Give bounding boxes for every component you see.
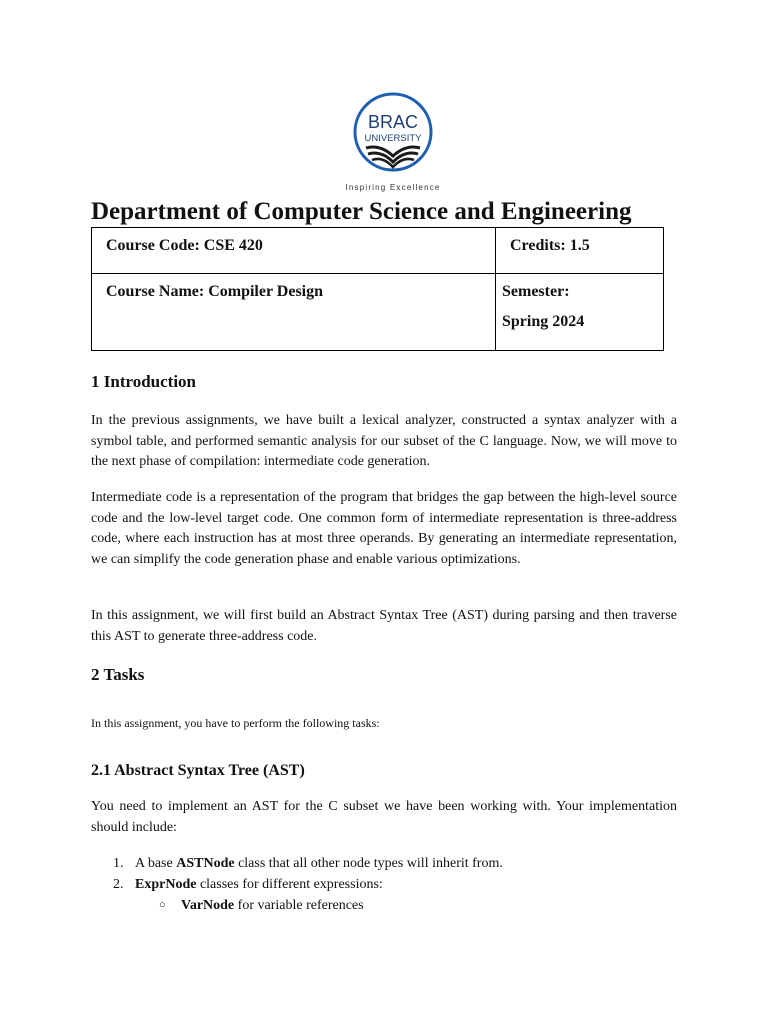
list-item-number: 1. (113, 856, 124, 871)
table-row (92, 228, 664, 274)
class-name-exprnode: ExprNode (135, 877, 197, 892)
circle-bullet-icon: ○ (159, 899, 166, 911)
section-heading-introduction: 1 Introduction (91, 372, 197, 391)
intro-paragraph-2: Intermediate code is a representation of the program that bridges the gap between the high-level source code and the low-level target code. One common form of intermediate representation is three-address code, where each instruction has at most three operands. By generating an intermediate representation, we can simplify the code generation phase and enable various optimizations. (91, 490, 677, 567)
course-name-cell (92, 274, 496, 351)
course-name: Course Name: Compiler Design (106, 283, 324, 300)
class-name-varnode: VarNode (181, 898, 235, 913)
department-title: Department of Computer Science and Engineering (91, 198, 632, 225)
logo-ring (355, 94, 431, 170)
list-subitem-text: VarNode for variable references (181, 898, 364, 913)
table-row (92, 274, 664, 351)
semester-value: Spring 2024 (502, 313, 585, 330)
class-name-astnode: ASTNode (176, 856, 235, 871)
semester-label: Semester: (502, 283, 570, 300)
course-code: Course Code: CSE 420 (106, 237, 263, 254)
brac-university-logo (334, 90, 452, 194)
course-code-cell (92, 228, 496, 274)
credits: Credits: 1.5 (510, 237, 590, 254)
section-heading-tasks: 2 Tasks (91, 665, 145, 684)
credits-cell (496, 228, 664, 274)
intro-paragraph-3: In this assignment, we will first build an Abstract Syntax Tree (AST) during parsing and then traverse this AST to generate three-address code. (91, 608, 677, 644)
list-subitem (91, 895, 677, 916)
list-item-text: ExprNode classes for different expressions: (135, 877, 383, 892)
semester-cell (496, 274, 664, 351)
list-item-number: 2. (113, 877, 124, 892)
logo-brac-text: BRAC (367, 112, 419, 132)
ast-requirements-list (91, 853, 677, 916)
logo-university-text: UNIVERSITY (364, 133, 422, 144)
list-item (91, 874, 677, 895)
logo-tagline: Inspiring Excellence (345, 183, 441, 192)
list-item-text: A base ASTNode class that all other node types will inherit from. (135, 856, 503, 871)
course-info-table (91, 227, 664, 351)
intro-paragraph-1: In the previous assignments, we have built a lexical analyzer, constructed a syntax analyzer with a symbol table, and performed semantic analysis for our subset of the C language. Now, we will move to the next phase of compilation: intermediate code generation. (91, 413, 677, 469)
ast-paragraph-1: You need to implement an AST for the C subset we have been working with. Your implementation should include: (91, 799, 677, 835)
tasks-intro: In this assignment, you have to perform the following tasks: (91, 716, 380, 730)
subsection-heading-ast: 2.1 Abstract Syntax Tree (AST) (91, 762, 305, 779)
list-item (91, 853, 677, 874)
